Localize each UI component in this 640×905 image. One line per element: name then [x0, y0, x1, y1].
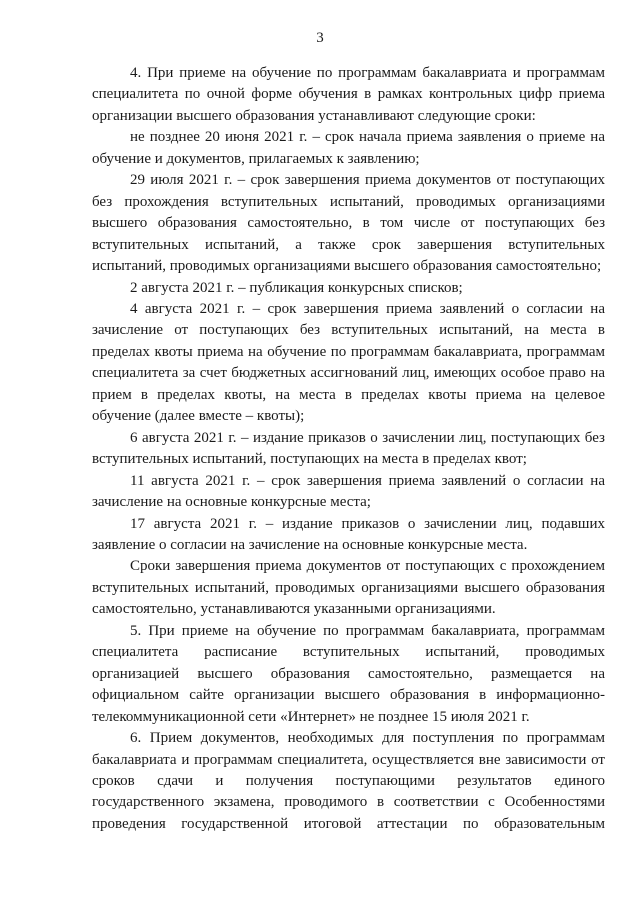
paragraph-4: 4. При приеме на обучение по программам бакалавриата и программам специалитета по очной форме обучения в рамках контрольных цифр приема организации высшего образования устанавливают следующие сроки: — [92, 65, 605, 124]
document-body — [92, 63, 605, 835]
paragraph-5: 5. При приеме на обучение по программам бакалавриата, программам специалитета расписание вступительных испытаний, проводимых организацией высшего образования самостоятельно, размещается на официальном сайте организации высшего образования в информационно-телекоммуникационной сети «Интернет» не позднее 15 июля 2021 г. — [92, 622, 605, 725]
paragraph-application-start: не позднее 20 июня 2021 г. – срок начала приема заявления о приеме на обучение и документов, прилагаемых к заявлению; — [92, 129, 605, 167]
paragraph-deadlines: Сроки завершения приема документов от поступающих с прохождением вступительных испытаний, проводимых организациями высшего образования самостоятельно, устанавливаются указанными организациями. — [92, 558, 605, 618]
paragraph-august-2: 2 августа 2021 г. – публикация конкурсных списков; — [130, 279, 463, 296]
paragraph-6: 6. Прием документов, необходимых для поступления по программам бакалавриата и программам специалитета, осуществляется вне зависимости от сроков сдачи и получения поступающими результатов единого государственного экзамена, проводимого в соответствии с Особенностями проведения государственной итоговой аттестации по образовательным — [92, 730, 605, 832]
paragraph-august-11: 11 августа 2021 г. – срок завершения приема заявлений о согласии на зачисление на основные конкурсные места; — [92, 472, 605, 511]
paragraph-august-4: 4 августа 2021 г. – срок завершения приема заявлений о согласии на зачисление от поступающих без вступительных испытаний, на места в пределах квоты приема на обучение по программам бакалавриата, программам специалитета за счет бюджетных ассигнований лиц, имеющих особое право на прием в пределах квоты, на места в пределах квоты приема на целевое обучение (далее вместе – квоты); — [92, 300, 605, 425]
paragraph-july-29: 29 июля 2021 г. – срок завершения приема документов от поступающих без прохождения вступительных испытаний, проводимых организациями высшего образования самостоятельно, в том числе от поступающих без вступительных испытаний, а также срок завершения вступительных испытаний, проводимых организациями высшего образования самостоятельно; — [92, 172, 605, 275]
paragraph-august-17: 17 августа 2021 г. – издание приказов о зачислении лиц, подавших заявление о согласии на зачисление на основные конкурсные места. — [92, 515, 605, 553]
page-number: 3 — [316, 30, 324, 46]
paragraph-august-6: 6 августа 2021 г. – издание приказов о зачислении лиц, поступающих без вступительных испытаний, поступающих на места в пределах квот; — [92, 429, 605, 468]
